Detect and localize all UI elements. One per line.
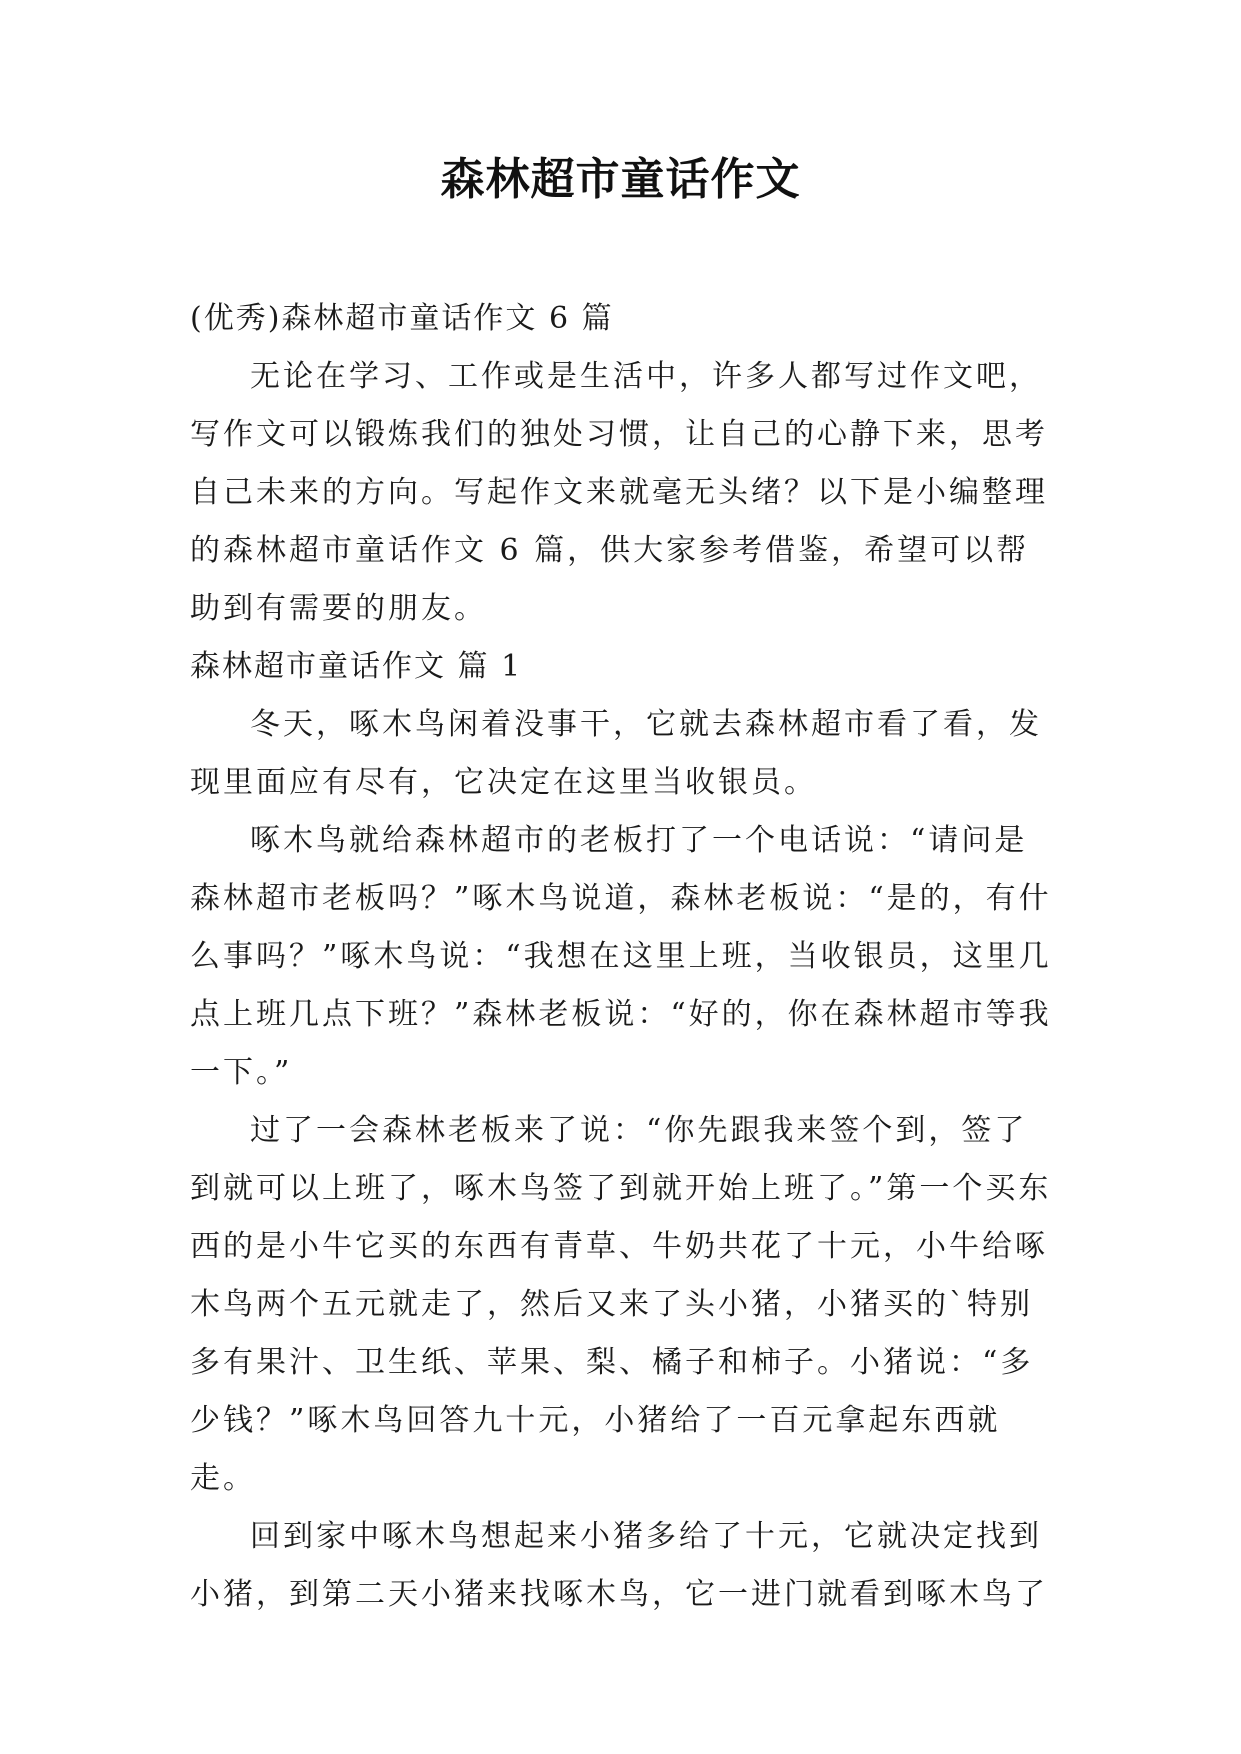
document-subtitle: (优秀)森林超市童话作文 6 篇 — [190, 301, 614, 336]
section-heading: 森林超市童话作文 篇 1 — [190, 649, 523, 684]
story-paragraph: 啄木鸟就给森林超市的老板打了一个电话说：“请问是森林超市老板吗？”啄木鸟说道，森林老板说：“是的，有什么事吗？”啄木鸟说：“我想在这里上班，当收银员，这里几点上班几点下班？”森林老板说：“好的，你在森林超市等我一下。” — [190, 823, 1052, 1090]
document-body — [190, 290, 1052, 1624]
document-title: 森林超市童话作文 — [440, 154, 801, 205]
intro-paragraph: 无论在学习、工作或是生活中，许多人都写过作文吧，写作文可以锻炼我们的独处习惯，让自己的心静下来，思考自己未来的方向。写起作文来就毫无头绪？以下是小编整理的森林超市童话作文 6 篇，供大家参考借鉴，希望可以帮助到有需要的朋友。 — [190, 359, 1048, 626]
story-paragraph: 冬天，啄木鸟闲着没事干，它就去森林超市看了看，发现里面应有尽有，它决定在这里当收银员。 — [190, 707, 1042, 800]
story-paragraph: 过了一会森林老板来了说：“你先跟我来签个到，签了到就可以上班了，啄木鸟签了到就开始上班了。”第一个买东西的是小牛它买的东西有青草、牛奶共花了十元，小牛给啄木鸟两个五元就走了，然后又来了头小猪，小猪买的`特别多有果汁、卫生纸、苹果、梨、橘子和柿子。小猪说：“多少钱？”啄木鸟回答九十元，小猪给了一百元拿起东西就走。 — [190, 1113, 1052, 1496]
story-paragraph: 回到家中啄木鸟想起来小猪多给了十元，它就决定找到小猪，到第二天小猪来找啄木鸟，它一进门就看到啄木鸟了 — [190, 1519, 1048, 1612]
